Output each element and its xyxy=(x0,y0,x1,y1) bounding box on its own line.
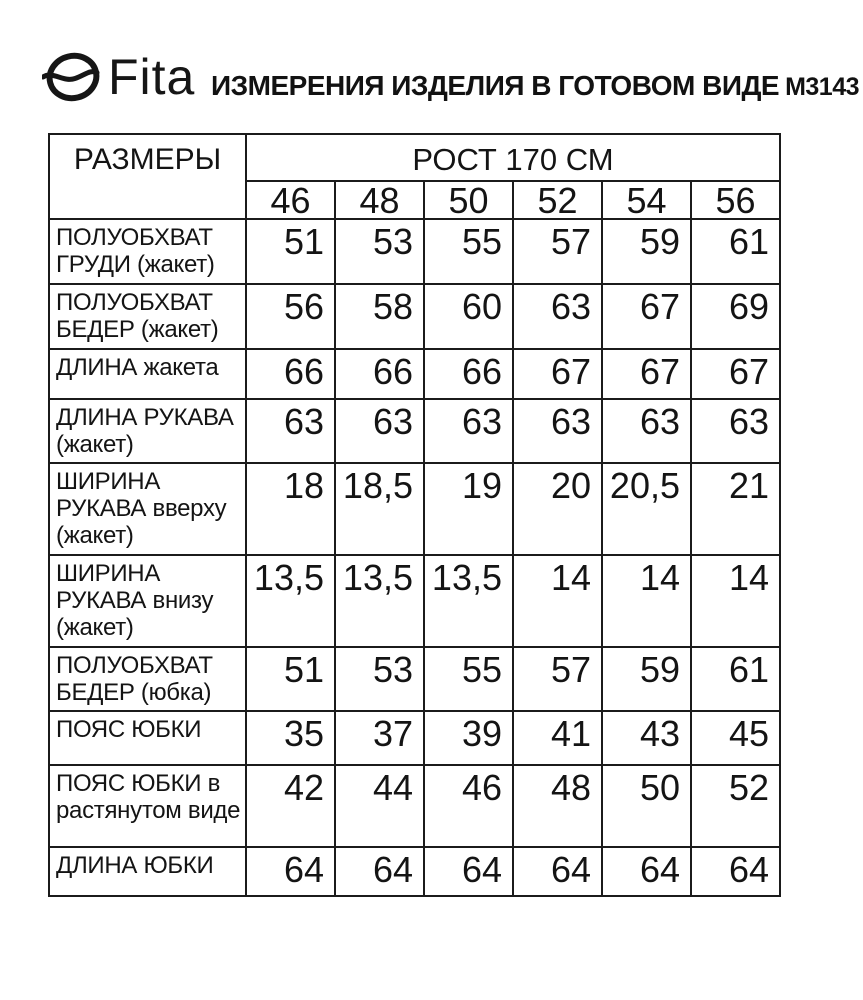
value-cell: 63 xyxy=(513,399,602,464)
value-cell: 21 xyxy=(691,463,780,555)
value-cell: 41 xyxy=(513,711,602,765)
value-cell: 53 xyxy=(335,647,424,712)
value-cell: 19 xyxy=(424,463,513,555)
table-row xyxy=(49,349,780,399)
row-label: ПОЯС ЮБКИ xyxy=(49,711,246,765)
value-cell: 67 xyxy=(691,349,780,399)
value-cell: 63 xyxy=(602,399,691,464)
value-cell: 14 xyxy=(691,555,780,647)
value-cell: 35 xyxy=(246,711,335,765)
value-cell: 43 xyxy=(602,711,691,765)
table-row xyxy=(49,555,780,647)
row-label: ШИРИНА РУКАВА вверху (жакет) xyxy=(49,463,246,555)
value-cell: 45 xyxy=(691,711,780,765)
value-cell: 14 xyxy=(513,555,602,647)
value-cell: 39 xyxy=(424,711,513,765)
value-cell: 13,5 xyxy=(424,555,513,647)
value-cell: 20,5 xyxy=(602,463,691,555)
value-cell: 64 xyxy=(513,847,602,896)
value-cell: 64 xyxy=(691,847,780,896)
value-cell: 37 xyxy=(335,711,424,765)
row-label: ДЛИНА РУКАВА (жакет) xyxy=(49,399,246,464)
table-row xyxy=(49,284,780,349)
value-cell: 63 xyxy=(691,399,780,464)
table-row xyxy=(49,647,780,712)
value-cell: 20 xyxy=(513,463,602,555)
size-column-header: 52 xyxy=(513,181,602,219)
size-column-header: 50 xyxy=(424,181,513,219)
value-cell: 67 xyxy=(513,349,602,399)
value-cell: 60 xyxy=(424,284,513,349)
size-column-header: 54 xyxy=(602,181,691,219)
value-cell: 52 xyxy=(691,765,780,847)
value-cell: 66 xyxy=(246,349,335,399)
value-cell: 59 xyxy=(602,219,691,284)
row-label: ПОЛУОБХВАТ БЕДЕР (жакет) xyxy=(49,284,246,349)
value-cell: 55 xyxy=(424,647,513,712)
table-row xyxy=(49,463,780,555)
title-text: ИЗМЕРЕНИЯ ИЗДЕЛИЯ В ГОТОВОМ ВИДЕ xyxy=(211,70,780,101)
value-cell: 53 xyxy=(335,219,424,284)
value-cell: 51 xyxy=(246,219,335,284)
value-cell: 51 xyxy=(246,647,335,712)
value-cell: 13,5 xyxy=(335,555,424,647)
value-cell: 57 xyxy=(513,647,602,712)
value-cell: 18 xyxy=(246,463,335,555)
value-cell: 67 xyxy=(602,284,691,349)
value-cell: 44 xyxy=(335,765,424,847)
value-cell: 64 xyxy=(424,847,513,896)
sizes-corner-header: РАЗМЕРЫ xyxy=(49,134,246,219)
row-label: ПОЯС ЮБКИ в растянутом виде xyxy=(49,765,246,847)
value-cell: 66 xyxy=(424,349,513,399)
model-number: М3143 xyxy=(785,73,860,101)
value-cell: 61 xyxy=(691,647,780,712)
fita-logo-icon xyxy=(42,51,100,103)
value-cell: 63 xyxy=(335,399,424,464)
value-cell: 50 xyxy=(602,765,691,847)
table-row xyxy=(49,711,780,765)
size-column-header: 46 xyxy=(246,181,335,219)
page-title xyxy=(211,70,859,102)
value-cell: 42 xyxy=(246,765,335,847)
value-cell: 58 xyxy=(335,284,424,349)
value-cell: 48 xyxy=(513,765,602,847)
value-cell: 67 xyxy=(602,349,691,399)
table-row xyxy=(49,847,780,896)
value-cell: 64 xyxy=(335,847,424,896)
value-cell: 63 xyxy=(246,399,335,464)
brand-logo-text: Fita xyxy=(108,49,196,105)
value-cell: 56 xyxy=(246,284,335,349)
row-label: ДЛИНА жакета xyxy=(49,349,246,399)
table-row xyxy=(49,765,780,847)
value-cell: 63 xyxy=(424,399,513,464)
value-cell: 18,5 xyxy=(335,463,424,555)
value-cell: 59 xyxy=(602,647,691,712)
value-cell: 66 xyxy=(335,349,424,399)
value-cell: 55 xyxy=(424,219,513,284)
value-cell: 64 xyxy=(246,847,335,896)
value-cell: 57 xyxy=(513,219,602,284)
value-cell: 63 xyxy=(513,284,602,349)
table-row xyxy=(49,399,780,464)
value-cell: 46 xyxy=(424,765,513,847)
size-column-header: 48 xyxy=(335,181,424,219)
value-cell: 64 xyxy=(602,847,691,896)
height-header: РОСТ 170 СМ xyxy=(246,134,780,181)
size-table xyxy=(48,133,781,897)
header-row-height xyxy=(49,134,780,181)
row-label: ШИРИНА РУКАВА внизу (жакет) xyxy=(49,555,246,647)
size-column-header: 56 xyxy=(691,181,780,219)
value-cell: 14 xyxy=(602,555,691,647)
row-label: ПОЛУОБХВАТ ГРУДИ (жакет) xyxy=(49,219,246,284)
table-row xyxy=(49,219,780,284)
value-cell: 61 xyxy=(691,219,780,284)
value-cell: 13,5 xyxy=(246,555,335,647)
row-label: ПОЛУОБХВАТ БЕДЕР (юбка) xyxy=(49,647,246,712)
value-cell: 69 xyxy=(691,284,780,349)
row-label: ДЛИНА ЮБКИ xyxy=(49,847,246,896)
